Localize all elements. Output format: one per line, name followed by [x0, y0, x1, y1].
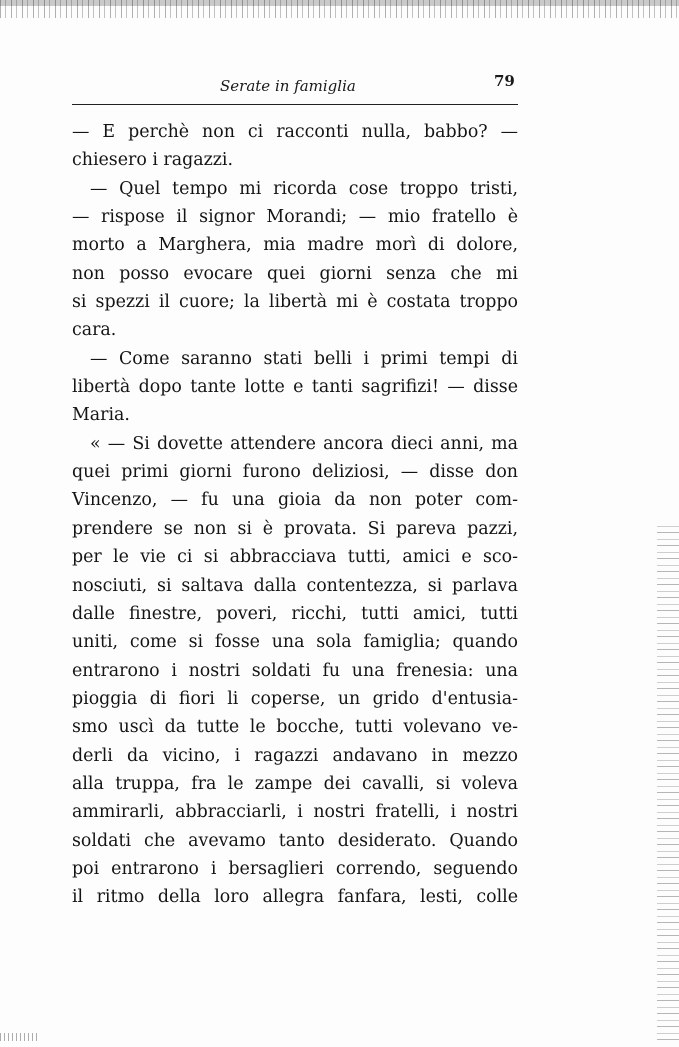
text-line: derli da vicino, i ragazzi andavano in mezzo — [72, 745, 518, 766]
text-line: « — Si dovette attendere ancora dieci anni, ma — [90, 433, 518, 454]
text-line: — E perchè non ci racconti nulla, babbo? — — [72, 122, 518, 142]
text-line: libertà dopo tante lotte e tanti sagrifizi! — disse — [72, 377, 518, 398]
text-line: ammirarli, abbracciarli, i nostri fratelli, i nostri — [72, 802, 518, 823]
text-line: soldati che avevamo tanto desiderato. Quando — [72, 830, 518, 851]
text-line: per le vie ci si abbracciava tutti, amici e sco- — [72, 547, 518, 568]
text-line: chiesero i ragazzi. — [72, 150, 234, 171]
text-line: pioggia di fiori li coperse, un grido d'entusia- — [72, 688, 518, 709]
text-line: dalle finestre, poveri, ricchi, tutti amici, tutti — [72, 603, 518, 624]
text-line: — rispose il signor Morandi; — mio fratello è — [72, 207, 518, 228]
text-line: alla truppa, fra le zampe dei cavalli, si voleva — [72, 773, 518, 794]
text-line: quei primi giorni furono deliziosi, — disse don — [72, 462, 518, 483]
body-text — [72, 118, 518, 912]
header-rule — [72, 104, 518, 105]
running-title: Serate in famiglia — [220, 77, 356, 95]
page-number: 79 — [494, 72, 515, 90]
text-line: Vincenzo, — fu una gioia da non poter com- — [72, 490, 518, 511]
text-line: smo uscì da tutte le bocche, tutti volevano ve- — [72, 717, 518, 738]
text-line: morto a Marghera, mia madre morì di dolore, — [72, 235, 518, 256]
text-line: Maria. — [72, 405, 130, 426]
text-line: si spezzi il cuore; la libertà mi è costata troppo — [72, 292, 518, 313]
text-line: poi entrarono i bersaglieri correndo, seguendo — [72, 858, 518, 879]
scan-edge-noise-right — [657, 520, 679, 1040]
text-line: entrarono i nostri soldati fu una frenesia: una — [72, 660, 518, 681]
text-line: — Come saranno stati belli i primi tempi di — [90, 348, 518, 369]
scan-edge-noise-top — [0, 0, 679, 18]
text-line: nosciuti, si saltava dalla contentezza, si parlava — [72, 575, 518, 596]
page-header — [70, 72, 520, 102]
scan-edge-noise-bottom — [0, 1033, 40, 1041]
text-line: il ritmo della loro allegra fanfara, lesti, colle — [72, 887, 518, 908]
text-line: non posso evocare quei giorni senza che mi — [72, 263, 518, 284]
text-line: uniti, come si fosse una sola famiglia; quando — [72, 632, 518, 653]
text-line: cara. — [72, 320, 117, 341]
text-line: prendere se non si è provata. Si pareva pazzi, — [72, 518, 518, 539]
text-line: — Quel tempo mi ricorda cose troppo tristi, — [90, 178, 518, 199]
